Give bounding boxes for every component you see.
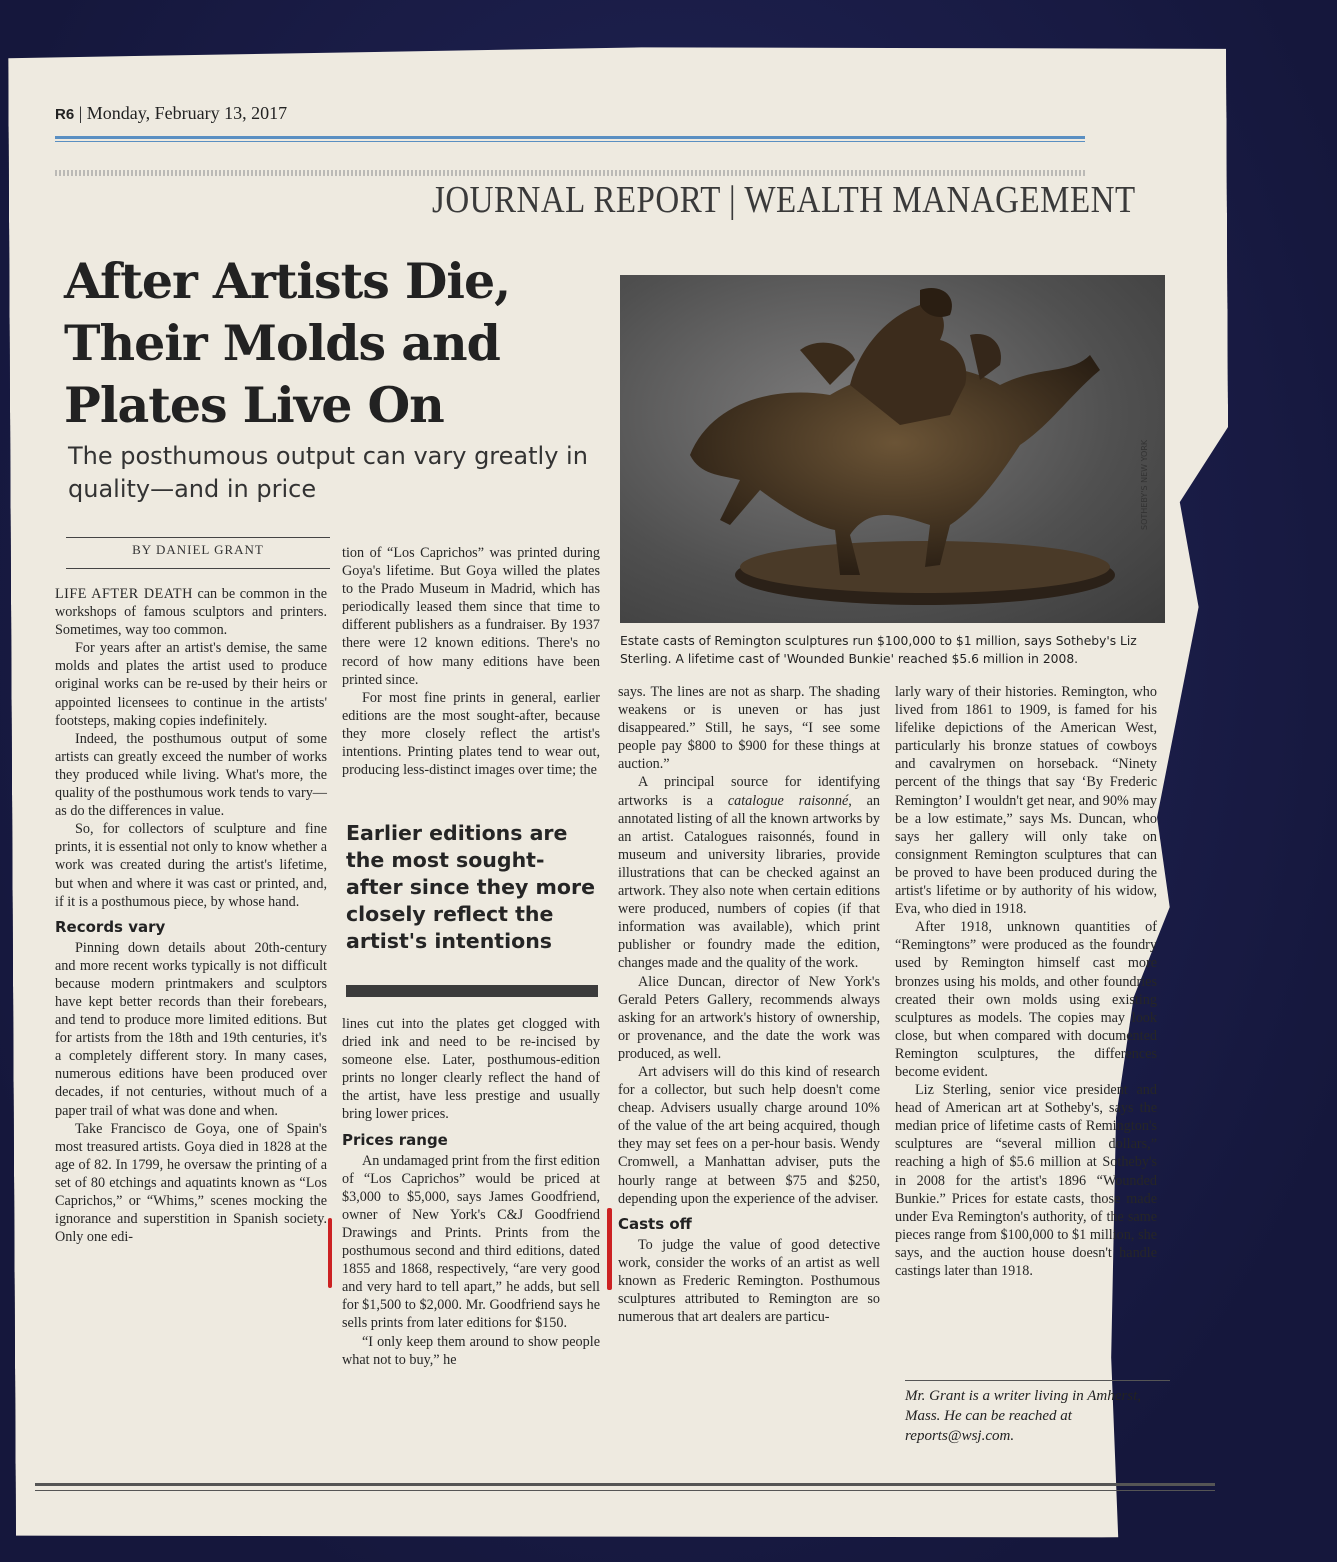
- byline-rule: [66, 537, 330, 538]
- text-run: A principal source for identifying artworks is a: [618, 774, 880, 809]
- author-tagline: Mr. Grant is a writer living in Amherst, Mass. He can be reached at reports@wsj.com.: [905, 1388, 1141, 1444]
- deck: The posthumous output can vary greatly in quality—and in price: [68, 442, 588, 503]
- paragraph: Art advisers will do this kind of research for a collector, but such help doesn't come cheap. Advisers usually charge around 10% of the value of the art being acquired, though they may set fees on a per-hour basis. Wendy Cromwell, a Manhattan adviser, puts the hourly range at between $75 and $250, depending upon the experience of the adviser.: [618, 1063, 880, 1207]
- headline: After Artists Die, Their Molds and Plates Live On: [64, 252, 511, 434]
- paragraph: To judge the value of good detective work, consider the works of an artist as well known as Frederic Remington. Posthumous sculptures attributed to Remington are so numerous that art dealers are particu-: [618, 1236, 880, 1326]
- tagline-rule: [905, 1380, 1170, 1381]
- paragraph: For years after an artist's demise, the same molds and plates the artist used to produce original works can be re-used by their heirs or appointed licensees to continue in the artists' footsteps, making copies indefinitely.: [55, 640, 327, 729]
- section-rule: [55, 170, 1085, 176]
- column-1: [55, 585, 327, 1246]
- issue-date: Monday, February 13, 2017: [86, 103, 288, 123]
- paragraph: larly wary of their histories. Remington, who lived from 1861 to 1909, is famed for his lifelike depictions of the American West, particularly his bronze statues of cowboys and cavalrymen on horseback. “Ninety percent of the things that say ‘By Frederic Remington’ I wouldn't get near, and 90% may be a low estimate,” says Ms. Duncan, who says her gallery will only take on consignment Remington sculptures that can be proved to have been produced during the artist's lifetime or by authority of his widow, Eva, who died in 1918.: [895, 684, 1157, 918]
- red-pen-mark: [328, 1218, 332, 1288]
- column-2-bottom: [342, 1015, 600, 1369]
- paragraph: After 1918, unknown quantities of “Remingtons” were produced as the foundry used by Remington himself cast more bronzes using his molds, and other foundries created their own molds using existing sculptures as models. The copies may look close, but when compared with documented Remington sculptures, the differences become evident.: [895, 919, 1157, 1080]
- column-4: [895, 683, 1157, 1280]
- sculpture-photo: [620, 275, 1165, 623]
- paragraph: tion of “Los Caprichos” was printed during Goya's lifetime. But Goya willed the plates to the Prado Museum in Madrid, which has periodically leased them since that time to different publishers as a fundraiser. By 1937 there were 12 known editions. There's no record of how many editions have been printed since.: [342, 545, 600, 688]
- paragraph: Liz Sterling, senior vice president and head of American art at Sotheby's, says the median price of lifetime casts of Remington's sculptures are “several million dollars,” reaching a high of $5.6 million at Sotheby's in 2008 for the artist's 1896 “Wounded Bunkie.” Prices for estate casts, those made under Eva Remington's authority, of the same pieces range from $100,000 to $1 million, she says, and the auction house doesn't handle castings later than 1918.: [895, 1082, 1157, 1279]
- folio-separator: |: [78, 103, 83, 123]
- paragraph: Pinning down details about 20th-century and more recent works typically is not difficult because modern printmakers and sculptors have kept better records than their forebears, and tend to produce more limited editions. But for artists from the 18th and 19th centuries, it's a completely different story. In many cases, numerous editions have been produced over decades, if not centuries, without much of a paper trail of what was done and when.: [55, 939, 327, 1119]
- lead-text: can be common in the workshops of famous sculptors and printers. Sometimes, way too common.: [55, 586, 327, 639]
- bottom-rule: [35, 1483, 1215, 1486]
- paragraph: Indeed, the posthumous output of some artists can greatly exceed the number of works they produced while living. What's more, the quality of the posthumous work tends to vary—as do the differences in value.: [55, 730, 327, 820]
- paragraph: “I only keep them around to show people what not to buy,” he: [342, 1333, 600, 1368]
- pull-quote: Earlier editions are the most sought-after since they more closely reflect the artist's intentions: [346, 821, 595, 953]
- paragraph: For most fine prints in general, earlier editions are the most sought-after, because they more closely reflect the artist's intentions. Printing plates tend to wear out, producing less-distinct images over time; the: [342, 689, 600, 779]
- folio-line: [55, 103, 287, 124]
- emphasis: catalogue raisonné: [727, 792, 849, 809]
- byline: BY DANIEL GRANT: [132, 542, 264, 557]
- section-header: JOURNAL REPORT | WEALTH MANAGEMENT: [432, 180, 1136, 222]
- subhead-prices-range: Prices range: [342, 1130, 448, 1149]
- column-2-top: [342, 544, 600, 779]
- paragraph: An undamaged print from the first edition of “Los Caprichos” would be priced at $3,000 to $5,000, says James Goodfriend, owner of New York's C&J Goodfriend Drawings and Prints. Prints from the posthumous second and third editions, dated 1855 and 1868, respectively, “are very good and very hard to tell apart,” he adds, but sell for $1,500 to $2,000. Mr. Goodfriend says he sells prints from later editions for $150.: [342, 1152, 600, 1332]
- subhead-casts-off: Casts off: [618, 1214, 692, 1233]
- bronze-sculpture-icon: [620, 275, 1165, 623]
- photo-caption: Estate casts of Remington sculptures run $100,000 to $1 million, says Sotheby's Liz Sterling. A lifetime cast of 'Wounded Bunkie' reached $5.6 million in 2008.: [620, 634, 1137, 666]
- byline-rule: [66, 568, 330, 569]
- red-pen-mark: [607, 1208, 612, 1290]
- paragraph: lines cut into the plates get clogged with dried ink and need to be re-incised by someone else. Later, posthumous-edition prints no longer clearly reflect the hand of the artist, have less prestige and usually bring lower prices.: [342, 1016, 600, 1123]
- lead-in: LIFE AFTER DEATH: [55, 586, 193, 602]
- paragraph: [618, 773, 880, 972]
- folio-rule: [55, 136, 1085, 139]
- bottom-rule-thin: [35, 1490, 1215, 1491]
- paragraph: Alice Duncan, director of New York's Gerald Peters Gallery, recommends always asking for an artwork's history of ownership, or provenance, and the date the work was produced, as well.: [618, 973, 880, 1062]
- folio-rule-thin: [55, 141, 1085, 142]
- column-3: [618, 683, 880, 1326]
- text-run: , an annotated listing of all the known artworks by an artist. Catalogues raisonnés, found in museum and university libraries, provide illustrations that can be checked against an artwork. They also note when certain editions were produced, numbers of copies (if that information was available), which print publisher or foundry made the edition, changes made and the quality of the work.: [618, 792, 880, 972]
- paragraph: says. The lines are not as sharp. The shading weakens or is uneven or has just disappeared.” Still, he says, “I see some people pay $800 to $900 for these things at auction.”: [618, 684, 880, 773]
- subhead-records-vary: Records vary: [55, 917, 166, 936]
- photo-credit: SOTHEBY'S NEW YORK: [1140, 439, 1149, 530]
- paragraph: [55, 585, 327, 639]
- pull-quote-bar: [346, 985, 598, 997]
- page-number: R6: [55, 106, 75, 123]
- paragraph: So, for collectors of sculpture and fine prints, it is essential not only to know whether a work was created during the artist's lifetime, but when and where it was cast or printed, and, if it is a posthumous piece, by whose hand.: [55, 821, 327, 910]
- paragraph: Take Francisco de Goya, one of Spain's most treasured artists. Goya died in 1828 at the age of 82. In 1799, he oversaw the printing of a set of 80 etchings and aquatints known as “Los Caprichos,” or “Whims,” scenes mocking the ignorance and superstition in Spanish society. Only one edi-: [55, 1120, 327, 1246]
